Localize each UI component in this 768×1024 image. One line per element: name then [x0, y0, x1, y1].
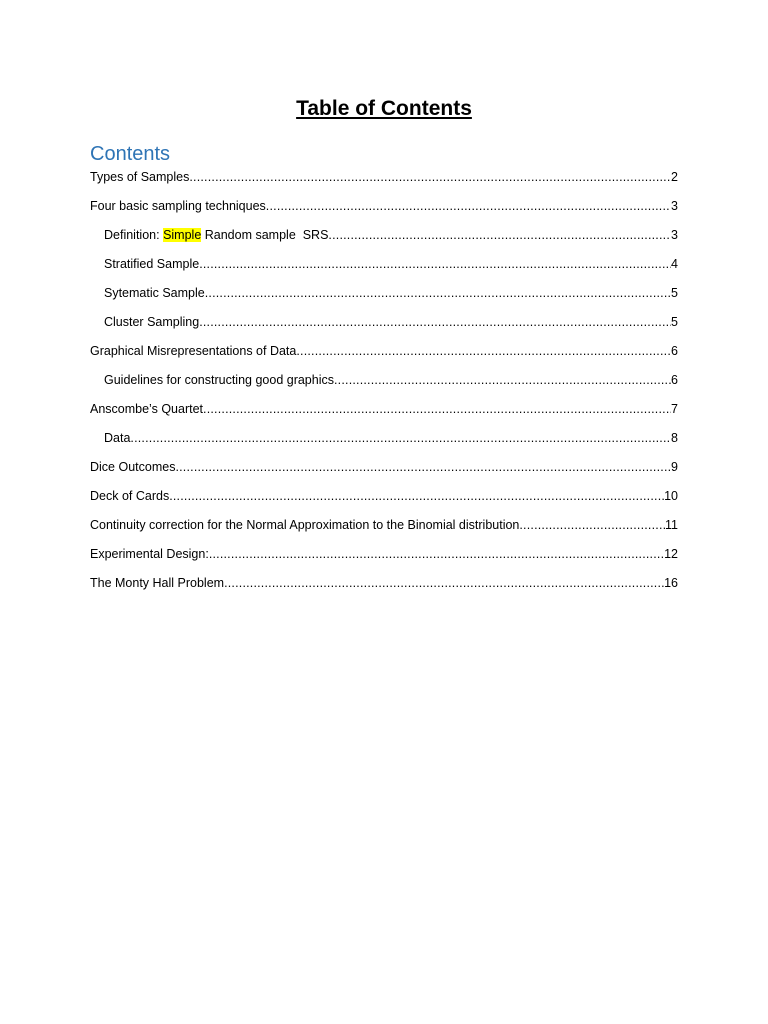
toc-entry-page: 10	[664, 489, 678, 503]
toc-entry-data[interactable]	[90, 429, 678, 458]
toc-entry-guidelines-graphics[interactable]	[90, 371, 678, 400]
toc-title-prefix: Definition:	[104, 228, 164, 242]
toc-leader-dots	[266, 197, 671, 215]
toc-entry-page: 3	[671, 228, 678, 242]
toc-leader-dots	[205, 284, 671, 302]
toc-entry-page: 8	[671, 431, 678, 445]
toc-leader-dots	[130, 429, 671, 447]
toc-entry-stratified-sample[interactable]	[90, 255, 678, 284]
toc-entry-title: Deck of Cards	[90, 489, 170, 503]
toc-entry-monty-hall[interactable]	[90, 574, 678, 603]
toc-entry-types-of-samples[interactable]	[90, 168, 678, 197]
toc-entry-title: Sytematic Sample	[104, 286, 205, 300]
toc-leader-dots	[334, 371, 671, 389]
toc-entry-title: Data	[104, 431, 131, 445]
toc-entry-anscombes-quartet[interactable]	[90, 400, 678, 429]
highlighted-word: Simple	[163, 228, 202, 242]
toc-leader-dots	[175, 458, 671, 476]
toc-entry-title: Continuity correction for the Normal Approximation to the Binomial distribution	[90, 518, 520, 532]
toc-leader-dots	[519, 516, 665, 534]
toc-entry-title: Four basic sampling techniques	[90, 199, 266, 213]
toc-entry-page: 3	[671, 199, 678, 213]
toc-leader-dots	[224, 574, 664, 592]
toc-leader-dots	[189, 168, 671, 186]
toc-leader-dots	[209, 545, 664, 563]
toc-entry-title: Guidelines for constructing good graphics	[104, 373, 334, 387]
toc-entry-page: 6	[671, 344, 678, 358]
toc-entry-title: Stratified Sample	[104, 257, 200, 271]
toc-leader-dots	[169, 487, 664, 505]
toc-entry-continuity-correction[interactable]	[90, 516, 678, 545]
toc-entry-page: 11	[665, 518, 678, 532]
toc-entry-page: 4	[671, 257, 678, 271]
toc-entry-page: 5	[671, 286, 678, 300]
table-of-contents	[90, 168, 678, 603]
toc-entry-graphical-misrepresentations[interactable]	[90, 342, 678, 371]
toc-entry-title: Anscombe’s Quartet	[90, 402, 204, 416]
toc-entry-title: Cluster Sampling	[104, 315, 200, 329]
toc-entry-cluster-sampling[interactable]	[90, 313, 678, 342]
toc-entry-title: Graphical Misrepresentations of Data	[90, 344, 297, 358]
toc-entry-title: The Monty Hall Problem	[90, 576, 225, 590]
toc-entry-deck-of-cards[interactable]	[90, 487, 678, 516]
toc-entry-dice-outcomes[interactable]	[90, 458, 678, 487]
toc-entry-page: 2	[671, 170, 678, 184]
toc-title-suffix: Random sample SRS	[201, 228, 329, 242]
toc-entry-page: 7	[671, 402, 678, 416]
toc-entry-title: Dice Outcomes	[90, 460, 176, 474]
toc-leader-dots	[328, 226, 671, 244]
toc-entry-title: Experimental Design:	[90, 547, 209, 561]
toc-entry-experimental-design[interactable]	[90, 545, 678, 574]
toc-entry-page: 9	[671, 460, 678, 474]
toc-entry-title: Types of Samples	[90, 170, 190, 184]
document-title: Table of Contents	[296, 97, 472, 120]
toc-entry-page: 5	[671, 315, 678, 329]
toc-entry-page: 12	[664, 547, 678, 561]
toc-entry-page: 16	[664, 576, 678, 590]
toc-leader-dots	[199, 313, 671, 331]
toc-entry-page: 6	[671, 373, 678, 387]
toc-leader-dots	[199, 255, 671, 273]
toc-entry-sytematic-sample[interactable]	[90, 284, 678, 313]
contents-heading: Contents	[90, 143, 171, 165]
toc-entry-definition-srs[interactable]	[90, 226, 678, 255]
toc-leader-dots	[203, 400, 671, 418]
toc-entry-four-basic-sampling[interactable]	[90, 197, 678, 226]
toc-leader-dots	[296, 342, 671, 360]
toc-entry-title	[104, 226, 328, 244]
